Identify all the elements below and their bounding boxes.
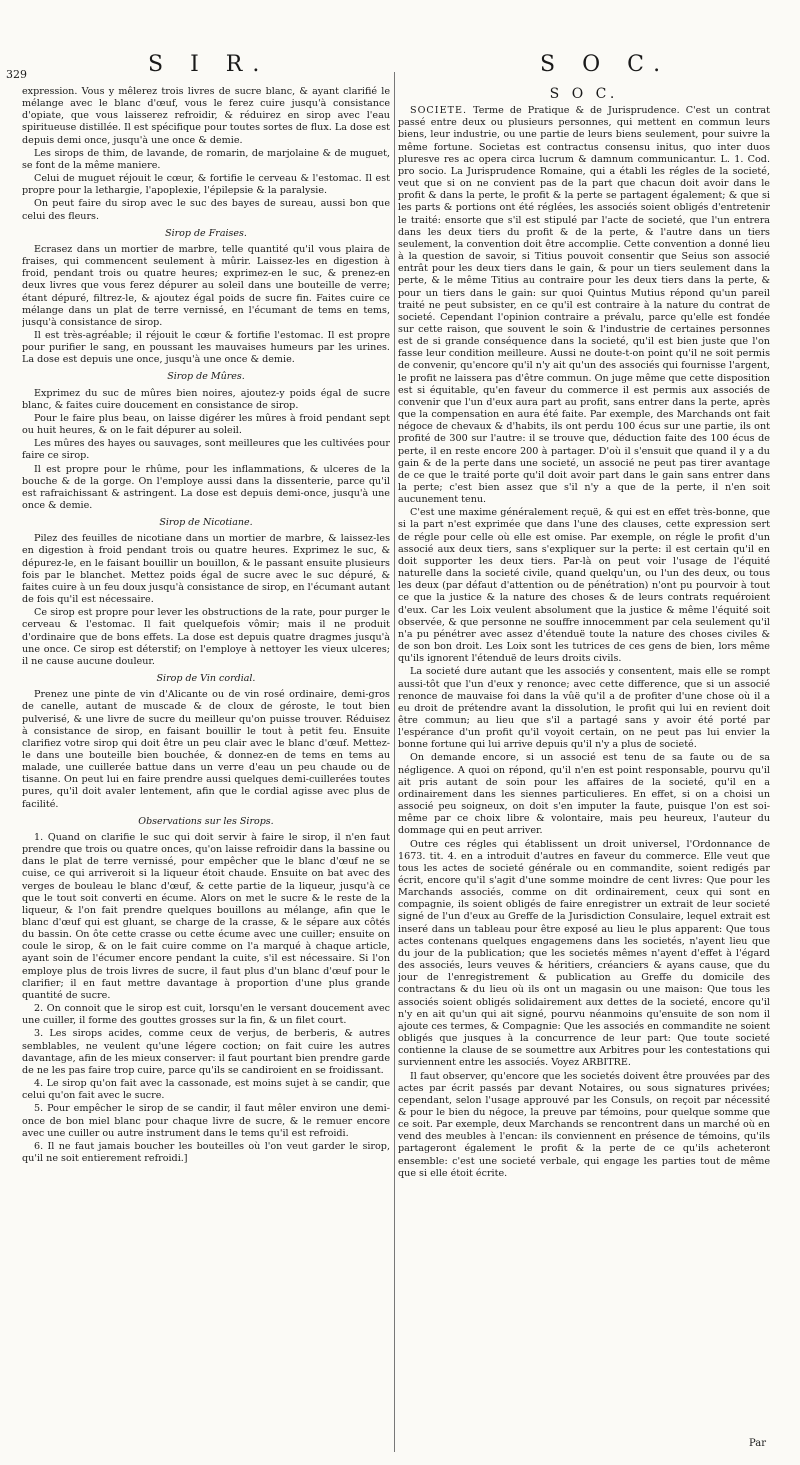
page-number: 329 bbox=[6, 68, 27, 81]
left-paragraph: Ce sirop est propre pour lever les obstructions de la rate, pour purger le cerveau & l'estomac. Il fait quelquefois vômir; mais il ne produit d'ordinaire que de bons effets. La dose est depuis quatre dragmes jusqu'à une once. Ce sirop est déterstif; on l'employe à nettoyer les vieux ulceres; il ne cause aucune douleur. bbox=[22, 607, 390, 667]
left-paragraph: Les mûres des hayes ou sauvages, sont meilleures que les cultivées pour faire ce sirop. bbox=[22, 438, 390, 462]
left-column bbox=[22, 86, 390, 1451]
right-paragraph: La societé dure autant que les associés y consentent, mais elle se rompt aussi-tôt que l'un d'eux y renonce; avec cette difference, que si un associé renonce de mauvaise foi dans la vûë qu'il a de profiter d'une chose où il a eu droit de prétendre avant la dissolution, le profit qui lui en revient doit être commun; au lieu que s'il a partagé sans y avoir été porté par l'espérance d'un profit qu'il voyoit certain, on ne peut pas lui envier la bonne fortune qui lui arrive depuis qu'il n'y a plus de societé. bbox=[398, 666, 770, 751]
left-paragraph: Prenez une pinte de vin d'Alicante ou de vin rosé ordinaire, demi-gros de canelle, autant de muscade & de cloux de géroste, le tout bien pulverisé, & une livre de sucre du meilleur qu'on puisse trouver. Réduisez à consistance de sirop, en faisant bouillir le tout à petit feu. Ensuite clarifiez votre sirop qui doit être un peu clair avec le blanc d'œuf. Mettez-le dans une bouteille bien bouchée, & donnez-en de tems en tems au malade, une cuillerée battue dans un verre d'eau un peu chaude ou de tisanne. On peut lui en faire prendre aussi quelques demi-cuillerées toutes pures, qu'il doit avaler lentement, afin que le cordial agisse avec plus de facilité. bbox=[22, 689, 390, 810]
left-paragraph: expression. Vous y mêlerez trois livres de sucre blanc, & ayant clarifié le mélange avec le blanc d'œuf, vous le ferez cuire jusqu'à consistance d'opiate, que vous laisserez refroidir, & réduirez en sirop avec l'eau spiritueuse distillée. Il est spécifique pour toutes sortes de flux. La dose est depuis demi once, jusqu'à une once & demie. bbox=[22, 86, 390, 146]
right-column bbox=[398, 86, 770, 1451]
right-paragraph: C'est une maxime généralement reçuë, & qui est en effet très-bonne, que si la part n'est exprimée que dans l'une des clauses, cette expression sert de régle pour celle où elle est omise. Par exemple, on régle le profit d'un associé aux deux tiers, sans s'expliquer sur la perte: il est certain qu'il en doit supporter les deux tiers. Par-là on peut voir l'usage de l'équité naturelle dans la societé civile, quand quelqu'un, ou l'un des deux, ou tous les deux (par défaut d'attention ou de pénétration) n'ont pu pourvoir à tout ce que la justice & la nature des choses & de leurs contrats requéroient d'eux. Car les Loix veulent absolument que la justice & même l'équité soit observée, & que personne ne souffre innocemment par cela seulement qu'il n'a pu pénétrer avec assez d'étenduë toute la nature des choses civiles & de son bon droit. Les Loix sont les tutrices de ces gens de bien, lors même qu'ils ignorent l'étenduë de leurs droits civils. bbox=[398, 507, 770, 665]
left-section-heading: Sirop de Vin cordial. bbox=[156, 673, 256, 685]
left-section-heading: Sirop de Mûres. bbox=[167, 371, 245, 383]
entry-headword: SOCIETE. bbox=[410, 105, 468, 117]
running-head-left: S I R. bbox=[148, 52, 270, 77]
left-paragraph: 3. Les sirops acides, comme ceux de verjus, de berberis, & autres semblables, ne veulent qu'une légere coction; on fait cuire les autres davantage, afin de les mieux conserver: il faut pourtant bien prendre garde de ne les pas faire trop cuire, parce qu'ils se candiroient en se froidissant. bbox=[22, 1028, 390, 1076]
left-paragraph: Pour le faire plus beau, on laisse digérer les mûres à froid pendant sept ou huit heures, & on le fait dépurer au soleil. bbox=[22, 412, 390, 437]
left-section-heading: Sirop de Nicotiane. bbox=[159, 517, 253, 529]
running-head-right: S O C. bbox=[540, 52, 671, 77]
left-paragraph: 1. Quand on clarifie le suc qui doit servir à faire le sirop, il n'en faut prendre que trois ou quatre onces, qu'on laisse refroidir dans la bassine ou dans le plat de terre vernissé, pour empêcher que le blanc d'œuf ne se cuise, ce qui arriveroit si la liqueur étoit chaude. Ensuite on bat avec des verges de bouleau le blanc d'œuf, & cette partie de la liqueur, jusqu'à ce que le tout soit converti en écume. Alors on met le sucre & le reste de la liqueur, & l'on fait prendre quelques bouillons au mélange, afin que le blanc d'œuf qui est gluant, se charge de la crasse, & le sépare aux côtés du bassin. On ôte cette crasse ou cette écume avec une cuiller; ensuite on coule le sirop, & on le fait cuire comme on l'a marqué à chaque article, ayant soin de l'écumer encore pendant la cuite, s'il est nécessaire. Si l'on employe plus de trois livres de sucre, il faut plus d'un blanc d'œuf pour le clarifier; il en faut mettre davantage à proportion d'une plus grande quantité de sucre. bbox=[22, 831, 390, 1001]
left-section-heading: Sirop de Fraises. bbox=[165, 227, 247, 239]
left-paragraph: Les sirops de thim, de lavande, de romarin, de marjolaine & de muguet, se font de la même maniere. bbox=[22, 147, 390, 171]
left-paragraph: Il est propre pour le rhûme, pour les inflammations, & ulceres de la bouche & de la gorge. On l'employe aussi dans la dissenterie, parce qu'il est rafraichissant & astringent. La dose est depuis demi-once, jusqu'à une once & demie. bbox=[22, 463, 390, 511]
left-paragraph: Celui de muguet réjouit le cœur, & fortifie le cerveau & l'estomac. Il est propre pour la lethargie, l'apoplexie, l'épilepsie & la paralysie. bbox=[22, 173, 390, 197]
left-paragraph: 2. On connoit que le sirop est cuit, lorsqu'en le versant doucement avec une cuiller, il forme des gouttes grosses sur la fin, & un filet court. bbox=[22, 1003, 390, 1027]
entry-body: Terme de Pratique & de Jurisprudence. C'est un contrat passé entre deux ou plusieurs personnes, qui mettent en commun leurs biens, leur industrie, ou une partie de leurs biens seulement, pour suivre la même fortune. Societas est contractus consensu initus, quo inter duos pluresve res ac opera circa lucrum & damnum communicantur. L. 1. Cod. pro socio. La Jurisprudence Romaine, qui a établi les régles de la societé, veut que si on ne convient pas de la part que chacun doit avoir dans le profit & dans la perte, le profit & la perte se partagent également; & que si les parts & portions ont été réglées, les associés soient obligés d'entretenir le traité: ensorte que s'il est stipulé par l'acte de societé, que l'un entrera dans les deux tiers du profit & de la perte, & l'autre dans un tiers seulement, la convention doit être accomplie. Cette convention a donné lieu à la question de savoir, si Titius pouvoit consentir que Seius son associé entrât pour les deux tiers dans le gain, & pour un tiers seulement dans la perte, & le même Titius au contraire pour les deux tiers dans la perte, & pour un tiers dans le gain: sur quoi Quintus Mutius répond qu'un pareil traité ne peut subsister, en ce qu'il est contraire à la nature du contrat de societé. Cependant l'opinion contraire a prévalu, parce qu'elle est fondée sur cette raison, que souvent le soin & l'industrie de certaines personnes est de si grande conséquence dans la societé, qu'il est bien juste que l'on fasse leur condition meilleure. Aussi ne doute-t-on point qu'il ne soit permis de convenir, qu'encore qu'il n'y ait qu'un des associés qui fournisse l'argent, le profit ne laissera pas d'être commun. On juge même que cette disposition est si équitable, qu'en faveur du commerce il est permis aux associés de convenir que l'un d'eux aura part au profit, sans entrer dans la perte, après que la compensation en aura été faite. Par exemple, des Marchands ont fait négoce de chevaux & d'habits, ils ont perdu 100 écus sur une partie, ils ont profité de 300 sur l'autre: il se trouve que, déduction faite des 100 écus de perte, il en reste encore 200 à partager. D'où il s'ensuit que quand il y a du gain & de la perte dans une societé, un associé ne peut pas tirer avantage de ce que le traité porte qu'il doit avoir part dans le gain sans entrer dans la perte; c'est bien assez que s'il n'y a que de la perte, il n'en soit aucunement tenu. bbox=[398, 105, 770, 506]
left-paragraph: 6. Il ne faut jamais boucher les bouteilles où l'on veut garder le sirop, qu'il ne soit entierement refroidi.] bbox=[22, 1140, 390, 1164]
left-paragraph: Exprimez du suc de mûres bien noires, ajoutez-y poids égal de sucre blanc, & faites cuire doucement en consistance de sirop. bbox=[22, 387, 390, 411]
right-section-title: S O C. bbox=[549, 86, 619, 102]
left-section-heading: Observations sur les Sirops. bbox=[138, 815, 274, 827]
left-paragraph: Il est très-agréable; il réjouit le cœur & fortifie l'estomac. Il est propre pour purifier le sang, en poussant les mauvaises humeurs par les urines. La dose est depuis une once, jusqu'à une once & demie. bbox=[22, 329, 390, 366]
column-divider bbox=[394, 72, 395, 1452]
left-paragraph: Pilez des feuilles de nicotiane dans un mortier de marbre, & laissez-les en digestion à froid pendant trois ou quatre heures. Exprimez le suc, & dépurez-le, en le faisant bouillir un bouillon, & le passant ensuite plusieurs fois par le blanchet. Mettez poids égal de sucre avec le suc dépuré, & faites cuire à un feu doux jusqu'à consistance de sirop, en l'écumant autant de fois qu'il est nécessaire. bbox=[22, 533, 390, 606]
catchword: Par bbox=[748, 1438, 766, 1449]
left-paragraph: Ecrasez dans un mortier de marbre, telle quantité qu'il vous plaira de fraises, qui commencent seulement à mûrir. Laissez-les en digestion à froid, pendant trois ou quatre heures; exprimez-en le suc, & prenez-en deux livres que vous ferez dépurer au soleil dans une bouteille de verre; étant dépuré, filtrez-le, & ajoutez égal poids de sucre fin. Faites cuire ce mélange dans un plat de terre vernissé, en l'écumant de tems en tems, jusqu'à consistance de sirop. bbox=[22, 243, 390, 328]
left-paragraph: 5. Pour empêcher le sirop de se candir, il faut mêler environ une demi-once de bon miel blanc pour chaque livre de sucre, & le remuer encore avec une cuiller ou autre instrument dans le tems qu'il est refroidi. bbox=[22, 1103, 390, 1139]
right-paragraph: Outre ces régles qui établissent un droit universel, l'Ordonnance de 1673. tit. 4. en a introduit d'autres en faveur du commerce. Elle veut que tous les actes de societé générale ou en commandite, soient redigés par écrit, encore qu'il s'agit d'une somme moindre de cent livres: Que pour les Marchands associés, comme on dit ordinairement, ceux qui sont en compagnie, ils soient obligés de faire enregistrer un extrait de leur societé signé de l'un d'eux au Greffe de la Jurisdiction Consulaire, lequel extrait est inseré dans un tableau pour être exposé au lieu le plus apparent: Que tous actes contenans quelques engagemens dans les societés, n'ayent lieu que du jour de la publication; que les societés mêmes n'ayent d'effet à l'égard des associés, leurs veuves & héritiers, créanciers & ayans cause, que du jour de l'enregistrement & publication au Greffe du domicile des contractans & du lieu où ils ont un magasin ou une maison: Que tous les associés soient obligés solidairement aux dettes de la societé, encore qu'il n'y en ait qu'un qui ait signé, pourvu néanmoins qu'ensuite de son nom il ajoute ces termes, & Compagnie: Que les associés en commandite ne soient obligés que jusques à la concurrence de leur part: Que toute societé contienne la clause de se soumettre aux Arbitres pour les contestations qui surviennent entre les associés. Voyez ARBITRE. bbox=[398, 838, 770, 1069]
right-entry-paragraph bbox=[398, 105, 770, 506]
right-paragraph: Il faut observer, qu'encore que les societés doivent être prouvées par des actes par écrit passés par devant Notaires, ou sous signatures privées; cependant, selon l'usage approuvé par les Consuls, on reçoit par nécessité & pour le bien du négoce, la preuve par témoins, pour quelque somme que ce soit. Par exemple, deux Marchands se rencontrent dans un marché où en vend des meubles à l'encan: ils conviennent en présence de témoins, qu'ils partageront également le profit & la perte de ce qu'ils acheteront ensemble: c'est une societé verbale, qui engage les parties tout de même que si elle étoit écrite. bbox=[398, 1070, 770, 1179]
left-paragraph: 4. Le sirop qu'on fait avec la cassonade, est moins sujet à se candir, que celui qu'on fait avec le sucre. bbox=[22, 1078, 390, 1102]
right-paragraph: On demande encore, si un associé est tenu de sa faute ou de sa négligence. A quoi on répond, qu'il n'en est point responsable, pourvu qu'il ait pris autant de soin pour les affaires de la societé, qu'il en a ordinairement dans les siennes particulieres. En effet, si on a choisi un associé peu soigneux, on doit s'en imputer la faute, puisque l'on est soi-même par ce choix libre & volontaire, mais peu heureux, l'auteur du dommage qui en peut arriver. bbox=[398, 752, 770, 837]
left-paragraph: On peut faire du sirop avec le suc des bayes de sureau, aussi bon que celui des fleurs. bbox=[22, 198, 390, 222]
